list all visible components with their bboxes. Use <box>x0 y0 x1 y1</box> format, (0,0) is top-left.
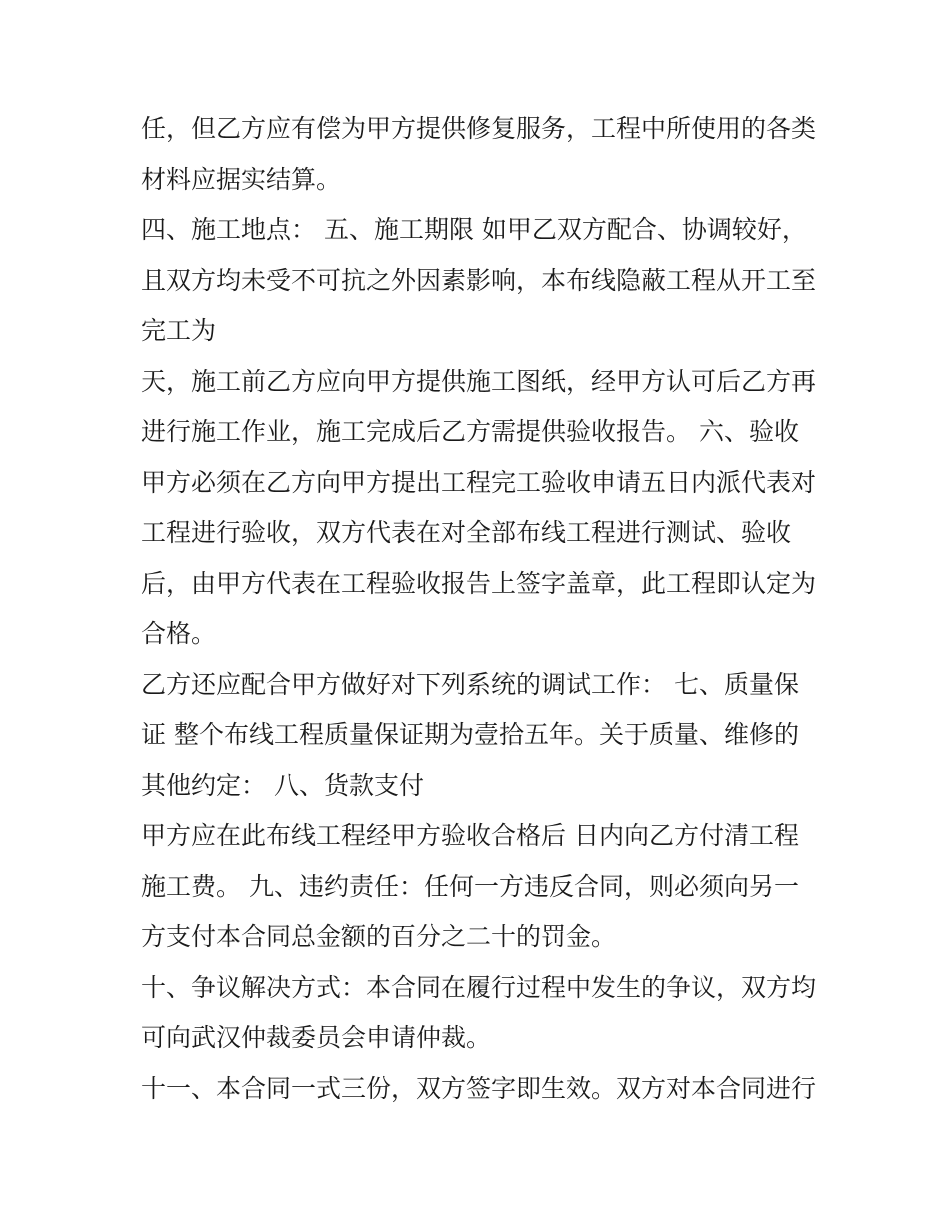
text-line: 可向武汉仲裁委员会申请仲裁。 <box>141 1023 492 1052</box>
text-line: 进行施工作业，施工完成后乙方需提供验收报告。 六、验收 <box>141 417 799 446</box>
text-line: 施工费。 九、违约责任：任何一方违反合同，则必须向另一 <box>141 871 799 901</box>
text-line: 后，由甲方代表在工程验收报告上签字盖章，此工程即认定为 <box>141 568 817 598</box>
text-line: 证 整个布线工程质量保证期为壹拾五年。关于质量、维修的 <box>141 720 799 749</box>
text-line: 乙方还应配合甲方做好对下列系统的调试工作： 七、质量保 <box>141 669 799 699</box>
text-line: 且双方均未受不可抗之外因素影响，本布线隐蔽工程从开工至 <box>141 265 817 295</box>
text-line: 甲方必须在乙方向甲方提出工程完工验收申请五日内派代表对 <box>141 467 817 497</box>
contract-body-text <box>141 104 821 1114</box>
text-line: 天，施工前乙方应向甲方提供施工图纸，经甲方认可后乙方再 <box>141 366 817 396</box>
text-line: 十一、本合同一式三份，双方签字即生效。双方对本合同进行 <box>141 1073 817 1103</box>
text-line: 完工为 <box>141 316 217 345</box>
text-line: 甲方应在此布线工程经甲方验收合格后 日内向乙方付清工程 <box>141 821 799 850</box>
text-line: 任，但乙方应有偿为甲方提供修复服务，工程中所使用的各类 <box>141 114 817 143</box>
text-line: 合格。 <box>141 619 217 648</box>
text-line: 材料应据实结算。 <box>141 164 342 194</box>
text-line: 四、施工地点： 五、施工期限 如甲乙双方配合、协调较好， <box>141 215 807 244</box>
text-line: 其他约定： 八、货款支付 <box>141 770 424 800</box>
text-line: 方支付本合同总金额的百分之二十的罚金。 <box>141 922 617 951</box>
text-line: 十、争议解决方式：本合同在履行过程中发生的争议，双方均 <box>141 972 817 1002</box>
text-line: 工程进行验收，双方代表在对全部布线工程进行测试、验收 <box>141 518 792 547</box>
